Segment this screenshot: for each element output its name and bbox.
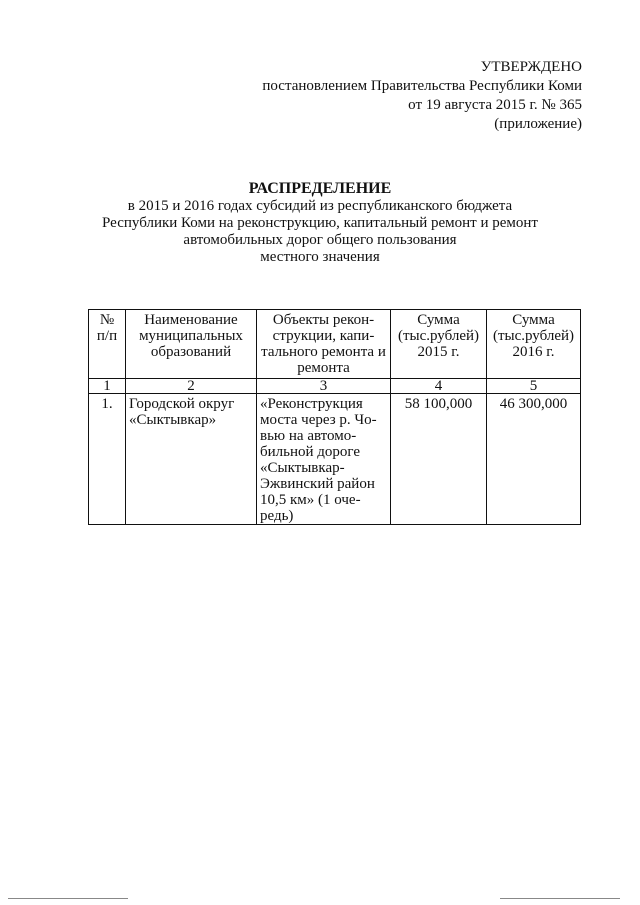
sum-2015-cell: 58 100,000 xyxy=(391,394,487,525)
object-text: бильной дороге xyxy=(260,444,361,460)
header-text: (тыс.рублей) xyxy=(492,328,575,344)
header-text: Сумма xyxy=(512,312,555,328)
object-text: редь) xyxy=(260,508,294,524)
row-number: 1. xyxy=(89,394,126,525)
municipality-text: «Сыктывкар» xyxy=(129,412,217,428)
header-text: п/п xyxy=(96,328,118,344)
column-number: 1 xyxy=(89,379,126,394)
object-text: «Сыктывкар- xyxy=(260,460,345,476)
title-heading: РАСПРЕДЕЛЕНИЕ xyxy=(248,180,392,197)
header-text: (тыс.рублей) xyxy=(397,328,480,344)
table-header-row xyxy=(89,310,581,379)
object-text: «Реконструкция xyxy=(260,396,363,412)
object-text: вью на автомо- xyxy=(260,428,357,444)
title-line: местного значения xyxy=(260,249,380,265)
header-text: № xyxy=(99,312,115,328)
column-number: 4 xyxy=(391,379,487,394)
header-text: струкции, капи- xyxy=(272,328,375,344)
table-row xyxy=(89,394,581,525)
municipality-cell xyxy=(126,394,257,525)
header-text: 2016 г. xyxy=(512,344,555,360)
object-text: Эжвинский район xyxy=(260,476,375,492)
column-number: 2 xyxy=(126,379,257,394)
header-cell-municipality xyxy=(126,310,257,379)
distribution-table xyxy=(88,309,581,525)
object-text: 10,5 км» (1 оче- xyxy=(260,492,361,508)
column-number: 5 xyxy=(487,379,581,394)
title-line: в 2015 и 2016 годах субсидий из республиканского бюджета xyxy=(127,198,513,214)
header-cell-number xyxy=(89,310,126,379)
municipality-text: Городской округ xyxy=(129,396,235,412)
scan-edge-line xyxy=(500,898,620,899)
column-number-row xyxy=(89,379,581,394)
header-text: Наименование xyxy=(144,312,238,328)
header-text: Сумма xyxy=(417,312,460,328)
header-cell-sum-2016 xyxy=(487,310,581,379)
approval-title: УТВЕРЖДЕНО xyxy=(480,59,582,75)
header-text: Объекты рекон- xyxy=(272,312,375,328)
approval-resolution: постановлением Правительства Республики Коми xyxy=(262,78,582,94)
header-text: 2015 г. xyxy=(417,344,460,360)
column-number: 3 xyxy=(257,379,391,394)
header-text: тального ремонта и xyxy=(261,344,386,360)
header-text: муниципальных xyxy=(139,328,243,344)
header-text: ремонта xyxy=(297,360,350,376)
sum-2016-cell: 46 300,000 xyxy=(487,394,581,525)
approval-appendix: (приложение) xyxy=(494,116,582,132)
scan-edge-line xyxy=(8,898,128,899)
title-line: Республики Коми на реконструкцию, капитальный ремонт и ремонт xyxy=(102,215,538,231)
approval-date: от 19 августа 2015 г. № 365 xyxy=(408,97,582,113)
object-text: моста через р. Чо- xyxy=(260,412,377,428)
title-line: автомобильных дорог общего пользования xyxy=(183,232,457,248)
document-title xyxy=(0,180,640,266)
header-text: образований xyxy=(150,344,232,360)
header-cell-objects xyxy=(257,310,391,379)
approval-stamp xyxy=(262,58,582,134)
header-cell-sum-2015 xyxy=(391,310,487,379)
object-cell xyxy=(257,394,391,525)
